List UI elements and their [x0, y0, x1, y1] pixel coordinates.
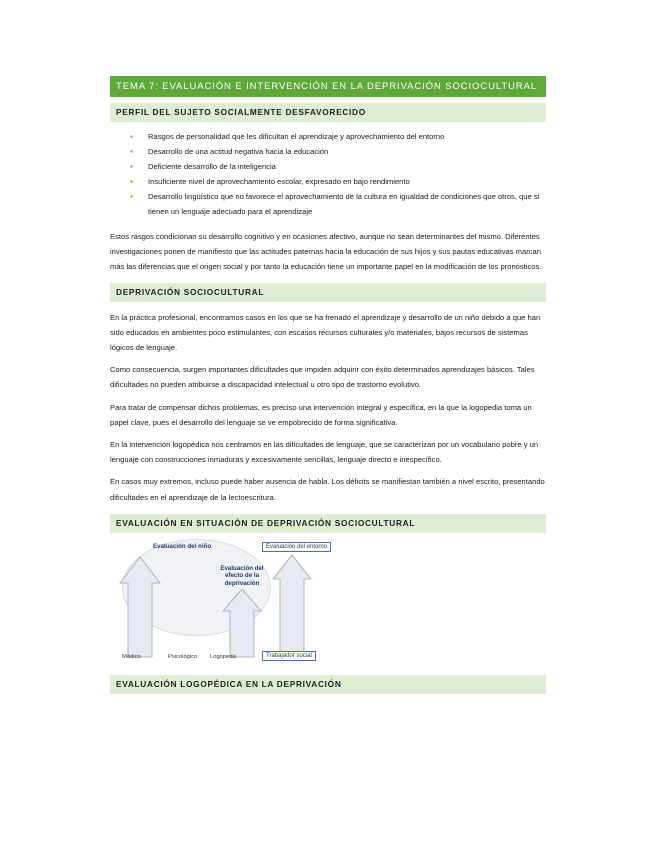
left-arrow-icon — [120, 557, 160, 657]
perfil-bullet-list — [110, 129, 546, 219]
evaluation-diagram — [116, 539, 366, 664]
bottom-label-psicologico: Psicológico — [168, 653, 198, 660]
list-item: ▪ Insuficiente nivel de aprovechamiento escolar, expresado en bajo rendimiento — [148, 174, 546, 189]
section-heading-logopedica: EVALUACIÓN LOGOPÉDICA EN LA DEPRIVACIÓN — [110, 675, 546, 694]
document-page — [110, 76, 546, 694]
deprivacion-paragraph-1: En la práctica profesional, encontramos casos en los que se ha frenado el aprendizaje y desarrollo de un niño debido a que han sido educados en ambientes poco estimulantes, con escasos recursos culturales y/o materiales, bajos recursos de sistemas lógicos de lenguaje. — [110, 312, 541, 353]
section-heading-evaluacion: EVALUACIÓN EN SITUACIÓN DE DEPRIVACIÓN SOCIOCULTURAL — [110, 514, 546, 533]
deprivation-effect-label: Evaluación del efecto de la deprivación — [220, 564, 264, 587]
child-evaluation-label: Evaluación del niño — [153, 542, 212, 550]
list-item: ▪ Desarrollo de una actitud negativa hacia la educación — [148, 144, 546, 159]
bottom-label-medico: Médico — [122, 653, 141, 660]
deprivacion-paragraph-2: Como consecuencia, surgen importantes dificultades que impiden adquirir con éxito determinados aprendizajes básicos. Tales dificultades no pueden atribuirse a discapacidad intelectual u otro tipo de trastorno evolutivo. — [110, 365, 535, 390]
deprivacion-paragraph-5: En casos muy extremos, incluso puede haber ausencia de habla. Los déficits se manifiestan también a nivel escrito, presentando dificultades en el aprendizaje de la lectoescritura. — [110, 477, 545, 502]
deprivacion-paragraph-3: Para tratar de compensar dichos problemas, es preciso una intervención integral y específica, en la que la logopedia toma un papel clave, pues el desarrollo del lenguaje se ve empobrecido de forma significativa. — [110, 402, 532, 427]
list-item: ▪ Deficiente desarrollo de la inteligencia — [148, 159, 546, 174]
social-worker-label: Trabajador social — [262, 651, 316, 661]
section-heading-deprivacion: DEPRIVACIÓN SOCIOCULTURAL — [110, 283, 546, 302]
section-heading-perfil: PERFIL DEL SUJETO SOCIALMENTE DESFAVORECIDO — [110, 103, 546, 122]
document-title: TEMA 7: EVALUACIÓN E INTERVENCIÓN EN LA DEPRIVACIÓN SOCIOCULTURAL — [110, 76, 546, 97]
list-item: ▪ Rasgos de personalidad que les dificultan el aprendizaje y aprovechamiento del entorno — [148, 129, 546, 144]
bottom-label-logopeda: Logopeda — [210, 653, 236, 660]
diagram-arrows — [116, 539, 366, 664]
right-arrow-icon — [273, 555, 311, 657]
list-item: ▪ Desarrollo lingüístico que no favorece el aprovechamiento de la cultura en igualdad de condiciones que otros, que si tienen un lenguaje adecuado para el aprendizaje — [148, 189, 546, 219]
deprivacion-paragraph-4: En la intervención logopédica nos centramos en las dificultades de lenguaje, que se caracterizan por un vocabulario pobre y un lenguaje con construcciones inmaduras y excesivamente sencillas, lenguaje directo e inespecífico. — [110, 440, 539, 465]
environment-evaluation-label: Evaluación del entorno — [262, 542, 331, 552]
perfil-paragraph: Estos rasgos condicionan su desarrollo cognitivo y en ocasiones afectivo, aunque no sean determinantes del mismo. Diferentes investigaciones ponen de manifiesto que las actitudes paternas hacia la educación de sus hijos y sus pautas educativas marcan más las diferencias que el origen social y por tanto la educación tiene un importante papel en la modificación de los pronósticos. — [110, 232, 542, 272]
center-arrow-icon — [223, 589, 261, 657]
